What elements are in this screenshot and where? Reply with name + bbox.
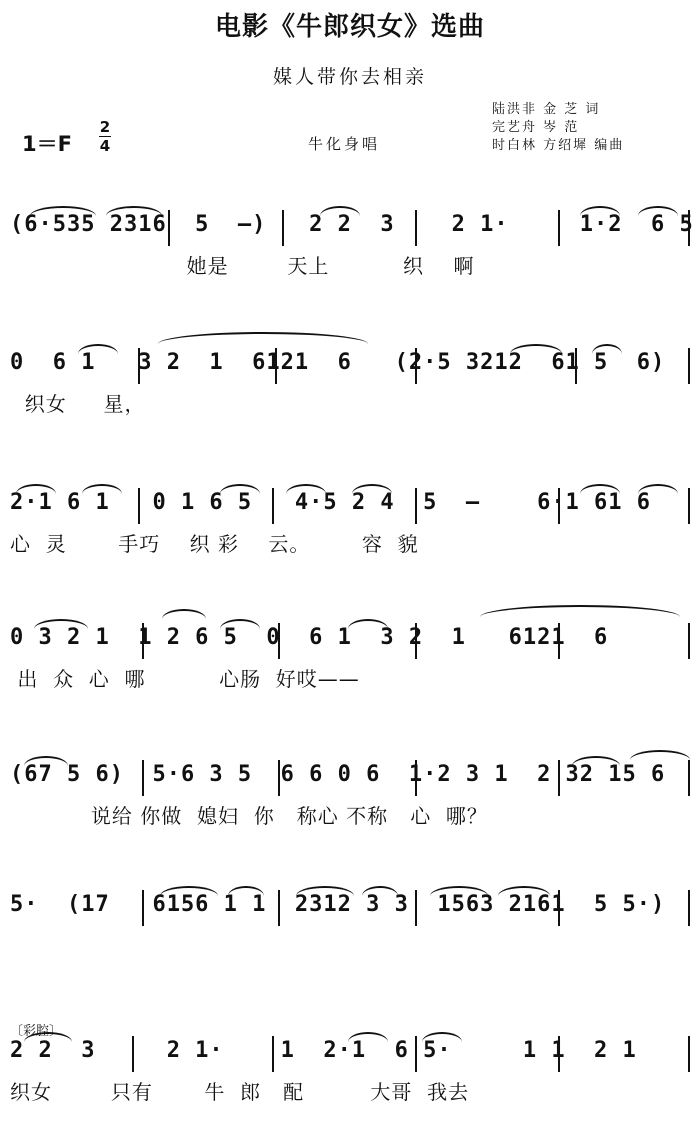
bar-line	[688, 890, 690, 926]
bar-line	[688, 348, 690, 384]
lyric-line: 织女 星，	[10, 392, 146, 416]
bar-line	[138, 488, 140, 524]
slur-mark	[24, 1032, 72, 1042]
time-sig-top: 2	[99, 118, 111, 136]
notation-line: 5· (17 6156 1 1 2312 3 3 1563 2161 5 5·)	[10, 892, 666, 917]
slur-mark	[296, 886, 354, 896]
bar-line	[688, 760, 690, 796]
slur-mark	[16, 484, 56, 494]
time-signature	[98, 118, 112, 155]
slur-mark	[220, 484, 260, 494]
tie-mark	[158, 332, 368, 344]
bar-line	[168, 210, 170, 246]
slur-mark	[348, 1032, 388, 1042]
score-line-4	[10, 625, 692, 715]
score-line-7	[10, 1038, 692, 1128]
bar-line	[558, 1036, 560, 1072]
bar-line	[575, 348, 577, 384]
score-line-5	[10, 762, 692, 852]
bar-line	[278, 760, 280, 796]
slur-mark	[510, 344, 562, 354]
lyric-line: 出 众 心 哪 心肠 好哎——	[10, 667, 360, 691]
bar-line	[558, 623, 560, 659]
slur-mark	[430, 886, 488, 896]
slur-mark	[498, 886, 550, 896]
slur-mark	[580, 484, 620, 494]
slur-mark	[162, 609, 206, 619]
bar-line	[688, 1036, 690, 1072]
bar-line	[415, 210, 417, 246]
slur-mark	[24, 756, 68, 766]
slur-mark	[286, 484, 326, 494]
slur-mark	[630, 750, 690, 760]
lyric-line: 心 灵 手巧 织 彩 云。 容 貌	[10, 532, 419, 556]
notation-line: 0 6 1 3 2 1 6121 6 (2·5 3212 61 5 6)	[10, 350, 666, 375]
bar-line	[415, 348, 417, 384]
slur-mark	[638, 484, 678, 494]
song-title: 电影《牛郎织女》选曲	[214, 12, 485, 42]
bar-line	[278, 890, 280, 926]
slur-mark	[160, 886, 218, 896]
bar-line	[415, 488, 417, 524]
slur-mark	[220, 619, 260, 629]
lyric-line: 说给 你做 媳妇 你 称心 不称 心 哪？	[10, 804, 488, 828]
slur-mark	[78, 344, 118, 354]
bar-line	[558, 890, 560, 926]
slur-mark	[422, 1032, 462, 1042]
slur-mark	[34, 619, 88, 629]
notation-line: 2·1 6 1 0 1 6 5 4·5 2 4 5 — 6·1 61 6	[10, 490, 652, 515]
section-tag: 〔彩腔〕	[10, 1024, 63, 1039]
slur-mark	[30, 206, 96, 216]
lyric-line: 她是 天上 织 啊	[10, 254, 475, 278]
bar-line	[415, 1036, 417, 1072]
credit-line-2: 完艺舟 岑 范	[492, 120, 580, 135]
score-line-2	[10, 350, 692, 440]
time-sig-bottom: 4	[99, 137, 111, 155]
bar-line	[688, 210, 690, 246]
score-line-1	[10, 212, 692, 302]
bar-line	[142, 760, 144, 796]
bar-line	[415, 760, 417, 796]
slur-mark	[362, 886, 398, 896]
bar-line	[272, 488, 274, 524]
credit-line-1: 陆洪非 金 芝 词	[492, 102, 601, 117]
slur-mark	[638, 206, 678, 216]
song-subtitle: 媒人带你去相亲	[272, 66, 427, 88]
tie-mark	[480, 605, 680, 617]
bar-line	[275, 348, 277, 384]
score-line-6	[10, 892, 692, 982]
slur-mark	[228, 886, 264, 896]
slur-mark	[320, 206, 360, 216]
bar-line	[132, 1036, 134, 1072]
slur-mark	[572, 756, 620, 766]
lyric-line: 织女 只有 牛 郎 配 大哥 我去	[10, 1080, 470, 1104]
notation-line: (6·535 2316 5 —) 2 2 3 2 1· 1·2 6 5	[10, 212, 694, 237]
slur-mark	[82, 484, 122, 494]
slur-mark	[348, 619, 388, 629]
slur-mark	[580, 206, 620, 216]
bar-line	[272, 1036, 274, 1072]
bar-line	[138, 348, 140, 384]
bar-line	[142, 890, 144, 926]
score-line-3	[10, 490, 692, 580]
notation-line: 2 2 3 2 1· 1 2·1 6 5· 1 1 2 1	[10, 1038, 637, 1063]
slur-mark	[592, 344, 622, 354]
notation-line: 0 3 2 1 1 2 6 5 0 6 1 3 2 1 6121 6	[10, 625, 609, 650]
slur-mark	[352, 484, 392, 494]
key-signature: 1＝F	[22, 132, 72, 156]
bar-line	[688, 623, 690, 659]
slur-mark	[106, 206, 162, 216]
bar-line	[278, 623, 280, 659]
bar-line	[415, 890, 417, 926]
bar-line	[415, 623, 417, 659]
bar-line	[142, 623, 144, 659]
notation-line: (67 5 6) 5·6 3 5 6 6 0 6 1·2 3 1 2 32 15 6	[10, 762, 666, 787]
credit-line-3: 时白林 方绍墀 编曲	[492, 138, 625, 153]
bar-line	[282, 210, 284, 246]
bar-line	[558, 760, 560, 796]
bar-line	[558, 210, 560, 246]
bar-line	[558, 488, 560, 524]
bar-line	[688, 488, 690, 524]
singer-label: 牛化身唱	[308, 135, 381, 153]
